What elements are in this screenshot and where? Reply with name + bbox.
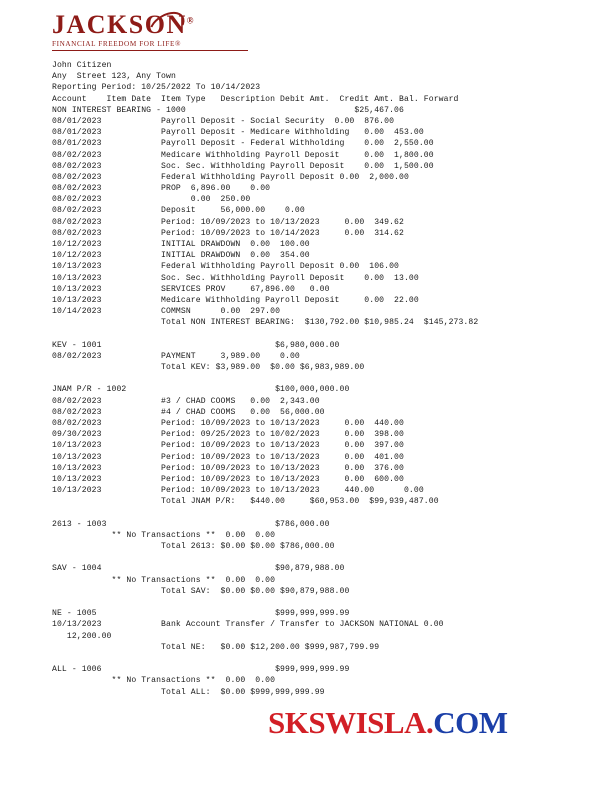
statement-line: 10/13/2023 Soc. Sec. Withholding Payroll Deposit 0.00 13.00 — [52, 273, 419, 283]
statement-line: ALL - 1006 $999,999,999.99 — [52, 665, 350, 675]
statement-blank-line — [52, 373, 597, 384]
statement-line: 08/02/2023 Deposit 56,000.00 0.00 — [52, 206, 305, 216]
statement-line: 10/12/2023 INITIAL DRAWDOWN 0.00 100.00 — [52, 240, 310, 249]
statement-line: 08/02/2023 0.00 250.00 — [52, 195, 251, 205]
statement-line: 10/13/2023 Bank Account Transfer / Transfer to JACKSON NATIONAL 0.00 — [52, 620, 444, 630]
statement-line: 08/01/2023 Payroll Deposit - Medicare Withholding 0.00 453.00 — [52, 128, 424, 138]
statement-line: 08/01/2023 Payroll Deposit - Federal Withholding 0.00 2,550.00 — [52, 139, 434, 149]
statement-line: ** No Transactions ** 0.00 0.00 — [52, 575, 276, 585]
statement-line: 08/02/2023 PROP 6,896.00 0.00 — [52, 184, 271, 194]
logo-divider — [52, 50, 248, 51]
statement-line: Total 2613: $0.00 $0.00 $786,000.00 — [52, 542, 335, 552]
watermark-part2: COM — [433, 705, 508, 740]
statement-line: 08/02/2023 #3 / CHAD COOMS 0.00 2,343.00 — [52, 396, 320, 406]
statement-line: 10/13/2023 Federal Withholding Payroll Deposit 0.00 106.00 — [52, 262, 399, 272]
statement-blank-line — [52, 508, 597, 519]
statement-line: 10/13/2023 Period: 10/09/2023 to 10/13/2023 0.00 376.00 — [52, 463, 404, 473]
watermark-part1: SKSWISLA — [268, 705, 426, 740]
statement-line: 09/30/2023 Period: 09/25/2023 to 10/02/2023 0.00 398.00 — [52, 430, 404, 440]
logo-registered-mark: ® — [186, 15, 194, 26]
statement-line: Reporting Period: 10/25/2022 To 10/14/2023 — [52, 83, 261, 93]
statement-line: NON INTEREST BEARING - 1000 $25,467.06 — [52, 105, 404, 115]
statement-line: 10/13/2023 SERVICES PROV 67,896.00 0.00 — [52, 284, 330, 294]
statement-line: ** No Transactions ** 0.00 0.00 — [52, 530, 276, 540]
statement-line: John Citizen — [52, 61, 112, 70]
statement-line: Total KEV: $3,989.00 $0.00 $6,983,989.00 — [52, 363, 365, 373]
statement-blank-line — [52, 552, 597, 563]
statement-line: Total ALL: $0.00 $999,999,999.99 — [52, 687, 325, 697]
statement-blank-line — [52, 597, 597, 608]
statement-line: 08/02/2023 Period: 10/09/2023 to 10/13/2023 0.00 349.62 — [52, 217, 404, 227]
statement-line: 10/13/2023 Medicare Withholding Payroll Deposit 0.00 22.00 — [52, 295, 419, 305]
statement-line: 10/14/2023 COMMSN 0.00 297.00 — [52, 307, 281, 317]
statement-line: Total SAV: $0.00 $0.00 $90,879,988.00 — [52, 586, 350, 596]
statement-line: KEV - 1001 $6,980,000.00 — [52, 340, 340, 350]
statement-line: Total NE: $0.00 $12,200.00 $999,987,799.99 — [52, 642, 380, 652]
statement-line: Total NON INTEREST BEARING: $130,792.00 $10,985.24 $145,273.82 — [52, 318, 479, 328]
statement-line: 08/02/2023 PAYMENT 3,989.00 0.00 — [52, 351, 300, 361]
statement-text-block — [52, 60, 597, 698]
statement-line: 10/13/2023 Period: 10/09/2023 to 10/13/2023 0.00 600.00 — [52, 474, 404, 484]
watermark — [268, 705, 507, 741]
statement-line: Total JNAM P/R: $440.00 $60,953.00 $99,939,487.00 — [52, 497, 439, 507]
watermark-dot: . — [425, 705, 434, 740]
statement-line: 08/02/2023 Federal Withholding Payroll Deposit 0.00 2,000.00 — [52, 172, 409, 182]
statement-line: 08/01/2023 Payroll Deposit - Social Security 0.00 876.00 — [52, 116, 395, 126]
statement-line: 08/02/2023 Soc. Sec. Withholding Payroll Deposit 0.00 1,500.00 — [52, 161, 434, 171]
company-logo — [52, 12, 262, 51]
logo-tagline: FINANCIAL FREEDOM FOR LIFE® — [52, 40, 182, 48]
statement-line: 08/02/2023 Period: 10/09/2023 to 10/14/2023 0.00 314.62 — [52, 228, 404, 238]
statement-line: 10/13/2023 Period: 10/09/2023 to 10/13/2023 0.00 401.00 — [52, 452, 404, 462]
logo-wordmark — [52, 12, 193, 38]
statement-line: 08/02/2023 Medicare Withholding Payroll Deposit 0.00 1,800.00 — [52, 150, 434, 160]
statement-line: 2613 - 1003 $786,000.00 — [52, 519, 330, 529]
statement-line: NE - 1005 $999,999,999.99 — [52, 609, 350, 619]
statement-blank-line — [52, 329, 597, 340]
statement-line: 10/13/2023 Period: 10/09/2023 to 10/13/2023 440.00 0.00 — [52, 486, 424, 496]
statement-line: 10/13/2023 Period: 10/09/2023 to 10/13/2023 0.00 397.00 — [52, 441, 404, 451]
logo-brand-text: JACKSON — [52, 10, 187, 39]
statement-line: JNAM P/R - 1002 $100,000,000.00 — [52, 385, 350, 395]
statement-line: 12,200.00 — [52, 631, 112, 641]
statement-line: Account Item Date Item Type Description Debit Amt. Credit Amt. Bal. Forward — [52, 94, 459, 104]
statement-blank-line — [52, 653, 597, 664]
statement-line: SAV - 1004 $90,879,988.00 — [52, 564, 345, 574]
statement-line: 08/02/2023 #4 / CHAD COOMS 0.00 56,000.00 — [52, 407, 325, 417]
statement-line: Any Street 123, Any Town — [52, 72, 176, 82]
statement-line: 08/02/2023 Period: 10/09/2023 to 10/13/2023 0.00 440.00 — [52, 419, 404, 428]
statement-line: ** No Transactions ** 0.00 0.00 — [52, 676, 276, 686]
statement-line: 10/12/2023 INITIAL DRAWDOWN 0.00 354.00 — [52, 251, 310, 261]
